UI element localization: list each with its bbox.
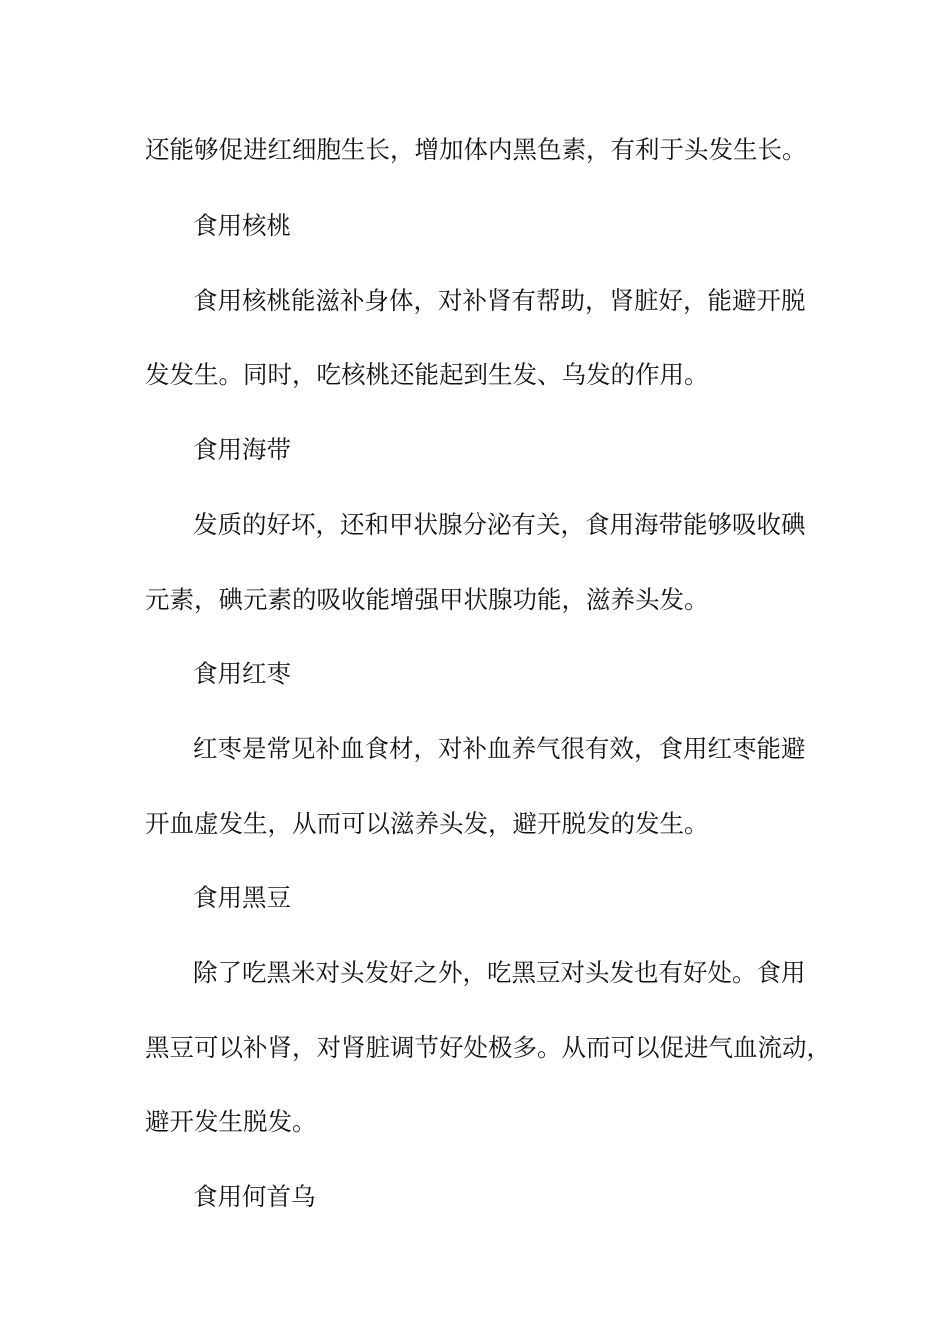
paragraph-line: 发发生。同时，吃核桃还能起到生发、乌发的作用。 xyxy=(145,360,709,389)
paragraph-line: 发质的好坏，还和甲状腺分泌有关，食用海带能够吸收碘 xyxy=(193,510,806,539)
section-heading-black-beans: 食用黑豆 xyxy=(193,883,291,912)
paragraph-line: 开血虚发生，从而可以滋养头发，避开脱发的发生。 xyxy=(145,809,709,838)
paragraph-line: 元素，碘元素的吸收能增强甲状腺功能，滋养头发。 xyxy=(145,585,709,614)
section-heading-red-dates: 食用红枣 xyxy=(193,659,291,688)
paragraph-line: 除了吃黑米对头发好之外，吃黑豆对头发也有好处。食用 xyxy=(193,958,806,987)
section-heading-kelp: 食用海带 xyxy=(193,435,291,464)
paragraph-line: 还能够促进红细胞生长，增加体内黑色素，有利于头发生长。 xyxy=(145,135,807,164)
section-heading-walnut: 食用核桃 xyxy=(193,211,291,240)
paragraph-line: 避开发生脱发。 xyxy=(145,1107,317,1136)
paragraph-line: 食用核桃能滋补身体，对补肾有帮助，肾脏好，能避开脱 xyxy=(193,286,806,315)
section-heading-fo-ti: 食用何首乌 xyxy=(193,1182,316,1211)
paragraph-line: 红枣是常见补血食材，对补血养气很有效，食用红枣能避 xyxy=(193,734,806,763)
paragraph-line: 黑豆可以补肾，对肾脏调节好处极多。从而可以促进气血流动， xyxy=(145,1033,831,1062)
